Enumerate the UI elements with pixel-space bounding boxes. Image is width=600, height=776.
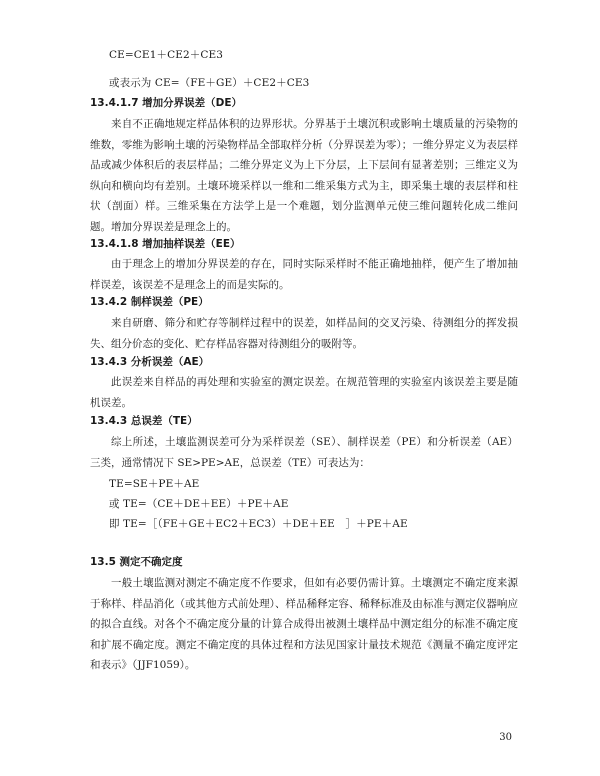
heading-de: 13.4.1.7 增加分界误差（DE） xyxy=(90,97,243,109)
heading-ae: 13.4.3 分析误差（AE） xyxy=(90,356,210,368)
paragraph-te-text: 综上所述，土壤监测误差可分为采样误差（SE）、制样误差（PE）和分析误差（AE）三类，通常情况下 SE>PE>AE，总误差（TE）可表达为： xyxy=(90,436,518,469)
paragraph-de xyxy=(90,114,518,238)
paragraph-uncertainty xyxy=(90,573,518,676)
page-number: 30 xyxy=(499,732,512,743)
paragraph-te xyxy=(90,432,518,473)
formula-te-1: TE=SE＋PE＋AE xyxy=(109,478,200,490)
paragraph-de-text: 来自不正确地规定样品体积的边界形状。分界基于土壤沉积或影响土壤质量的污染物的维数，零维为影响土壤的污染物样品全部取样分析（分界误差为零）；一维分界定义为表层样品或减少体积后的表层样品；二维分界定义为上下分层，上下层间有显著差别；三维定义为纵向和横向均有差别。土壤环境采样以一维和二维采集方式为主，即采集土壤的表层样和柱状（剖面）样。三维采集在方法学上是一个难题，划分监测单元使三维问题转化成二维问题。增加分界误差是理念上的。 xyxy=(90,118,518,233)
paragraph-pe xyxy=(90,313,518,354)
paragraph-ae xyxy=(90,372,518,413)
formula-ce-alternative: 或表示为 CE=（FE＋GE）＋CE2＋CE3 xyxy=(109,77,310,89)
formula-ce: CE=CE1＋CE2＋CE3 xyxy=(109,49,224,61)
formula-te-2: 或 TE=（CE＋DE＋EE）＋PE＋AE xyxy=(109,498,289,510)
paragraph-pe-text: 来自研磨、筛分和贮存等制样过程中的误差，如样品间的交叉污染、待测组分的挥发损失、组分价态的变化、贮存样品容器对待测组分的吸附等。 xyxy=(90,317,518,350)
heading-pe: 13.4.2 制样误差（PE） xyxy=(90,296,209,308)
heading-uncertainty: 13.5 测定不确定度 xyxy=(90,556,183,568)
formula-te-3: 即 TE=［（FE＋GE＋EC2＋EC3）＋DE＋EE ］＋PE＋AE xyxy=(109,518,408,530)
paragraph-uncertainty-text: 一般土壤监测对测定不确定度不作要求，但如有必要仍需计算。土壤测定不确定度来源于称样、样品消化（或其他方式前处理）、样品稀释定容、稀释标准及由标准与测定仪器响应的拟合直线。对各个不确定度分量的计算合成得出被测土壤样品中测定组分的标准不确定度和扩展不确定度。测定不确定度的具体过程和方法见国家计量技术规范《测量不确定度评定和表示》（JJF1059）。 xyxy=(90,577,518,672)
paragraph-ae-text: 此误差来自样品的再处理和实验室的测定误差。在规范管理的实验室内该误差主要是随机误差。 xyxy=(90,376,518,409)
heading-ee: 13.4.1.8 增加抽样误差（EE） xyxy=(90,238,241,250)
paragraph-ee-text: 由于理念上的增加分界误差的存在，同时实际采样时不能正确地抽样，便产生了增加抽样误差，该误差不是理念上的而是实际的。 xyxy=(90,258,518,291)
paragraph-ee xyxy=(90,254,518,295)
heading-te: 13.4.3 总误差（TE） xyxy=(90,415,198,427)
